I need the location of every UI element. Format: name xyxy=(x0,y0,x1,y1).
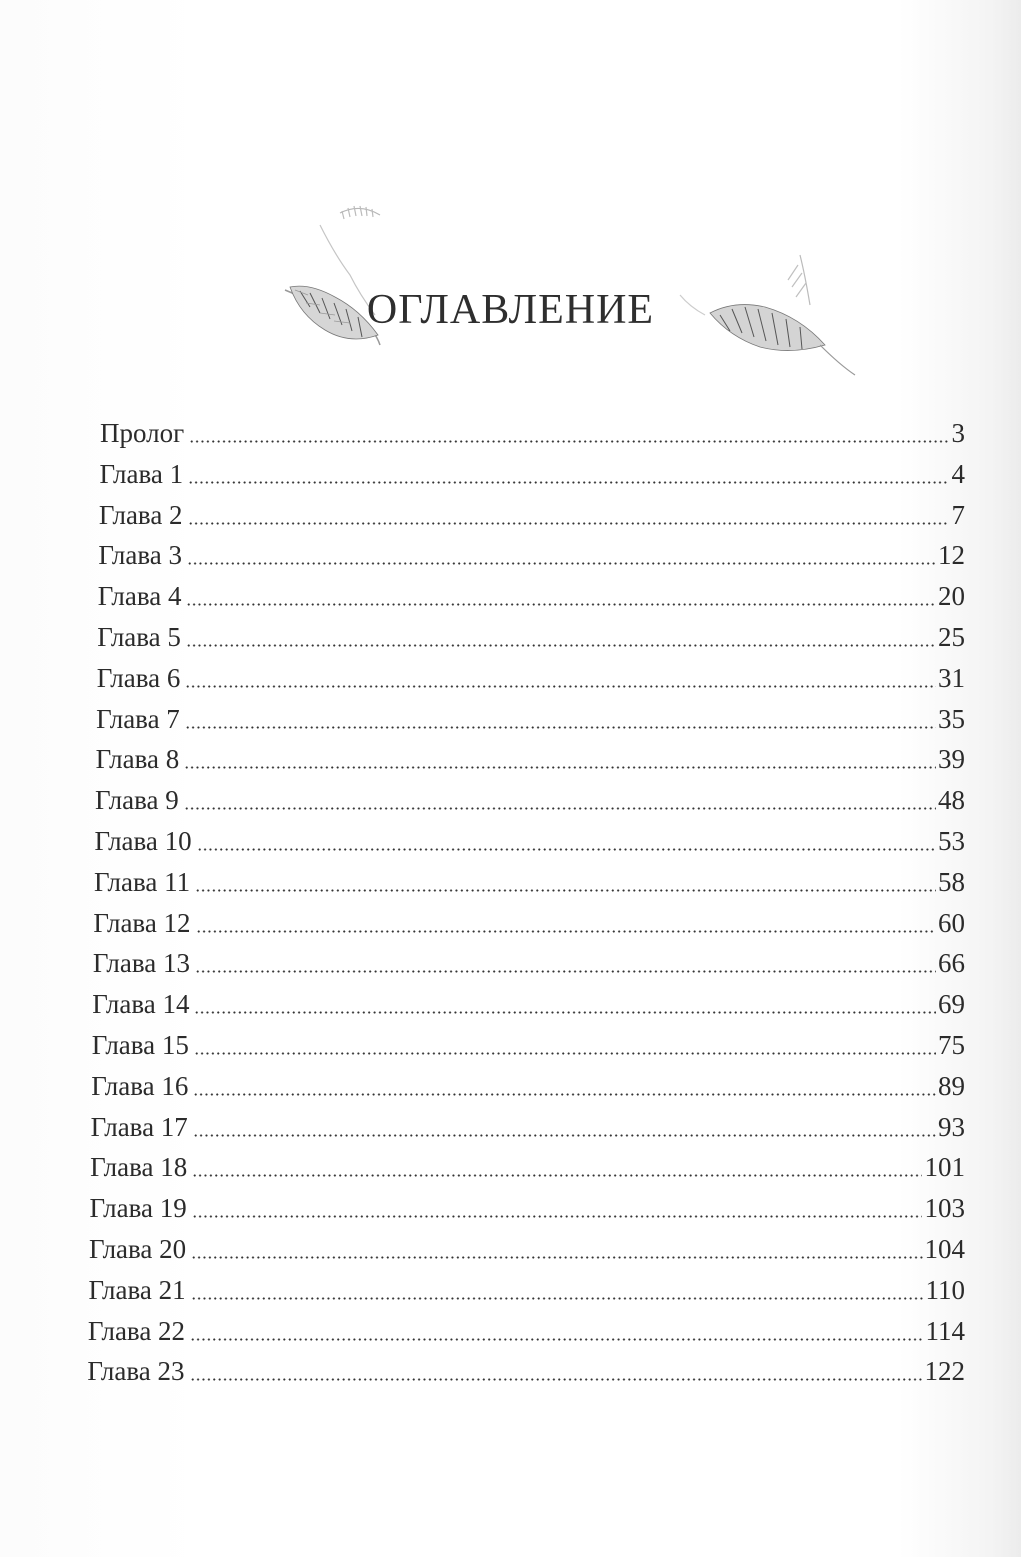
dot-leader xyxy=(193,1093,936,1096)
table-of-contents xyxy=(0,413,1021,1403)
dot-leader xyxy=(194,1052,936,1055)
toc-entry xyxy=(88,1311,965,1351)
toc-entry xyxy=(95,821,966,861)
toc-entry xyxy=(89,1229,965,1269)
toc-entry xyxy=(88,1270,965,1310)
toc-entry xyxy=(94,862,965,902)
dot-leader xyxy=(190,1338,923,1341)
dot-leader xyxy=(184,766,936,769)
toc-entry-page-number: 4 xyxy=(951,458,965,489)
toc-entry-page-number: 75 xyxy=(938,1030,965,1060)
toc-entry xyxy=(87,1351,965,1391)
toc-entry-page-number: 89 xyxy=(937,1070,965,1101)
page-title: ОГЛАВЛЕНИЕ xyxy=(366,287,655,333)
toc-entry-page-number: 104 xyxy=(924,1234,965,1264)
dot-leader xyxy=(192,1215,923,1218)
toc-entry-label: Глава 6 xyxy=(96,662,181,693)
toc-entry xyxy=(90,1188,965,1228)
toc-entry-label: Глава 17 xyxy=(90,1111,188,1142)
toc-entry-page-number: 103 xyxy=(924,1193,965,1224)
toc-entry xyxy=(92,1025,965,1065)
toc-entry-label: Глава 3 xyxy=(98,540,183,571)
toc-entry-page-number: 101 xyxy=(924,1152,965,1183)
dot-leader xyxy=(197,848,936,851)
toc-entry-label: Глава 15 xyxy=(91,1030,189,1060)
toc-entry-page-number: 31 xyxy=(937,662,965,693)
toc-entry xyxy=(98,535,965,575)
dot-leader xyxy=(186,644,936,647)
toc-entry-label: Глава 16 xyxy=(91,1070,189,1101)
toc-entry-page-number: 3 xyxy=(951,418,965,448)
dot-leader xyxy=(187,562,936,565)
dot-leader xyxy=(188,481,949,484)
toc-entry-page-number: 66 xyxy=(937,948,965,979)
toc-entry-page-number: 110 xyxy=(925,1274,965,1305)
toc-entry-label: Глава 2 xyxy=(98,499,183,530)
toc-entry-page-number: 25 xyxy=(938,622,965,652)
dot-leader xyxy=(195,970,936,973)
toc-entry-label: Глава 13 xyxy=(92,948,191,979)
toc-entry-label: Пролог xyxy=(100,418,185,448)
toc-entry xyxy=(93,943,965,983)
dot-leader xyxy=(194,1011,936,1014)
toc-entry-label: Глава 22 xyxy=(87,1315,186,1346)
dot-leader xyxy=(185,685,936,688)
toc-entry xyxy=(92,984,965,1024)
toc-entry-page-number: 12 xyxy=(937,540,965,571)
dot-leader xyxy=(193,1134,936,1137)
toc-entry-label: Глава 8 xyxy=(95,744,180,775)
toc-entry-label: Глава 21 xyxy=(88,1274,186,1305)
toc-entry xyxy=(100,413,965,453)
toc-entry-label: Глава 7 xyxy=(96,703,180,734)
dot-leader xyxy=(190,1378,923,1381)
dot-leader xyxy=(196,930,936,933)
toc-entry-label: Глава 20 xyxy=(89,1234,187,1264)
toc-entry xyxy=(97,658,965,698)
dot-leader xyxy=(189,440,949,443)
toc-entry xyxy=(90,1147,965,1187)
dot-leader xyxy=(185,726,936,729)
dot-leader xyxy=(192,1174,922,1177)
toc-entry-label: Глава 10 xyxy=(94,826,192,856)
toc-entry-page-number: 114 xyxy=(925,1315,965,1346)
toc-entry-page-number: 39 xyxy=(937,744,965,775)
toc-entry-label: Глава 1 xyxy=(99,458,184,489)
toc-entry xyxy=(91,1107,965,1147)
toc-entry-label: Глава 14 xyxy=(92,989,190,1020)
toc-entry-page-number: 60 xyxy=(937,907,965,938)
toc-entry-page-number: 69 xyxy=(937,989,965,1020)
toc-entry xyxy=(99,495,965,535)
toc-entry-label: Глава 12 xyxy=(93,907,191,938)
toc-entry-label: Глава 4 xyxy=(97,581,182,612)
dot-leader xyxy=(188,522,950,525)
toc-entry-label: Глава 9 xyxy=(95,785,179,816)
toc-entry xyxy=(93,903,965,943)
toc-entry-label: Глава 23 xyxy=(87,1356,185,1387)
dot-leader xyxy=(186,603,936,606)
toc-entry-page-number: 53 xyxy=(938,826,965,856)
toc-entry-label: Глава 18 xyxy=(90,1152,188,1183)
toc-entry xyxy=(96,699,965,739)
toc-entry-label: Глава 11 xyxy=(93,866,191,897)
toc-entry-page-number: 35 xyxy=(937,703,965,734)
toc-entry xyxy=(95,780,965,820)
dot-leader xyxy=(191,1256,922,1259)
toc-entry xyxy=(96,739,965,779)
toc-entry-page-number: 48 xyxy=(937,785,965,816)
toc-entry xyxy=(98,576,965,616)
dot-leader xyxy=(191,1297,924,1300)
toc-entry xyxy=(99,454,965,494)
toc-entry-page-number: 93 xyxy=(937,1111,965,1142)
toc-entry-page-number: 7 xyxy=(951,499,965,530)
toc-entry-page-number: 122 xyxy=(924,1356,965,1387)
toc-entry xyxy=(91,1066,965,1106)
toc-entry-page-number: 20 xyxy=(937,581,965,612)
toc-entry-label: Глава 5 xyxy=(97,622,181,652)
toc-entry xyxy=(97,617,965,657)
dot-leader xyxy=(195,889,936,892)
toc-entry-page-number: 58 xyxy=(937,866,965,897)
dot-leader xyxy=(184,807,936,810)
toc-entry-label: Глава 19 xyxy=(89,1193,187,1224)
